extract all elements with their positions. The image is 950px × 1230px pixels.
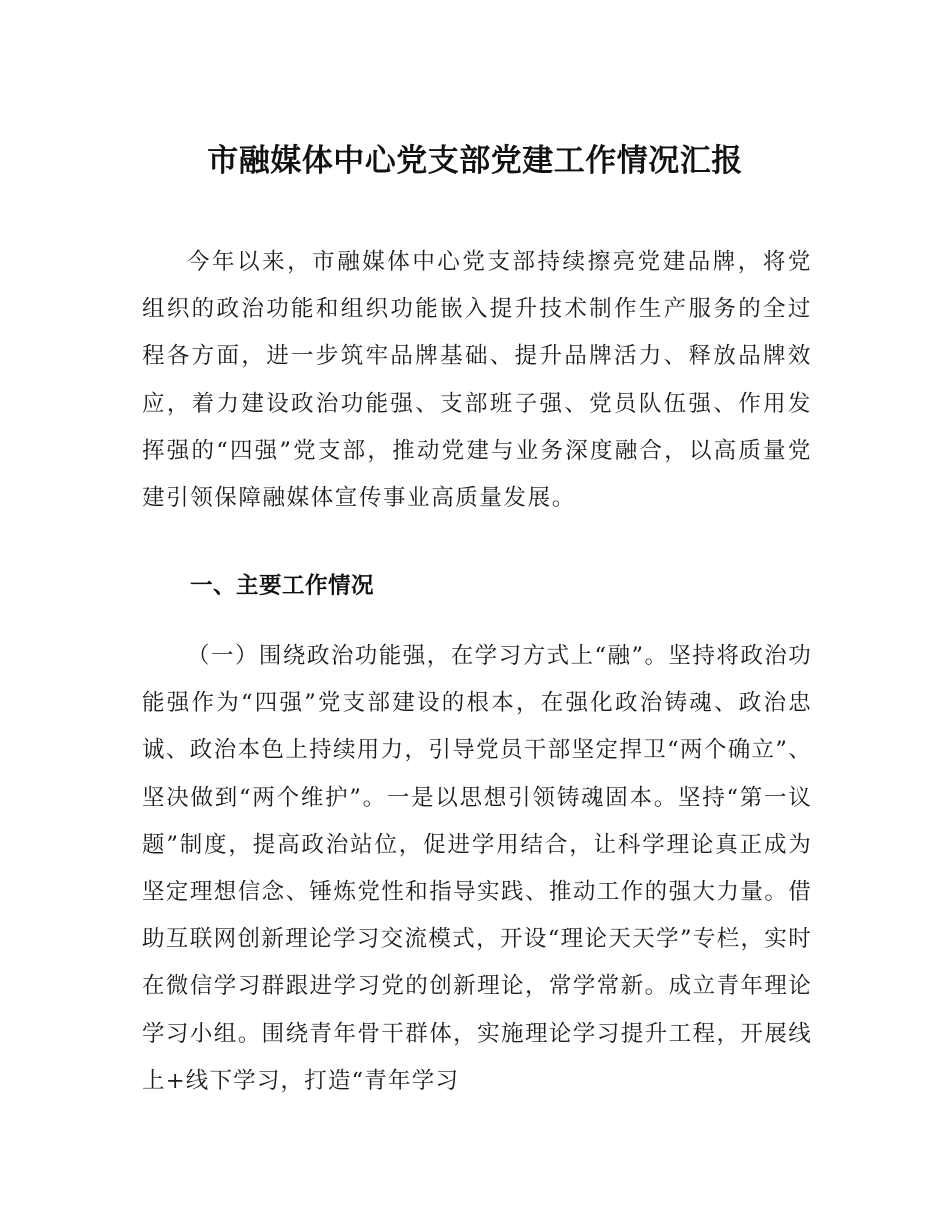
document-title: 市融媒体中心党支部党建工作情况汇报 <box>207 142 743 179</box>
intro-paragraph: 今年以来，市融媒体中心党支部持续擦亮党建品牌，将党组织的政治功能和组织功能嵌入提升技术制作生产服务的全过程各方面，进一步筑牢品牌基础、提升品牌活力、释放品牌效应，着力建设政治功能强、支部班子强、党员队伍强、作用发挥强的“四强”党支部，推动党建与业务深度融合，以高质量党建引领保障融媒体宣传事业高质量发展。 <box>142 249 812 512</box>
section-heading: 一、主要工作情况 <box>190 573 375 599</box>
section-paragraph: （一）围绕政治功能强，在学习方式上“融”。坚持将政治功能强作为“四强”党支部建设的根本，在强化政治铸魂、政治忠诚、政治本色上持续用力，引导党员干部坚定捍卫“两个确立”、坚决做到“两个维护”。一是以思想引领铸魂固本。坚持“第一议题”制度，提高政治站位，促进学用结合，让科学理论真正成为坚定理想信念、锤炼党性和指导实践、推动工作的强大力量。借助互联网创新理论学习交流模式，开设“理论天天学”专栏，实时在微信学习群跟进学习党的创新理论，常学常新。成立青年理论学习小组。围绕青年骨干群体，实施理论学习提升工程，开展线上+线下学习，打造“青年学习 <box>142 643 812 1094</box>
